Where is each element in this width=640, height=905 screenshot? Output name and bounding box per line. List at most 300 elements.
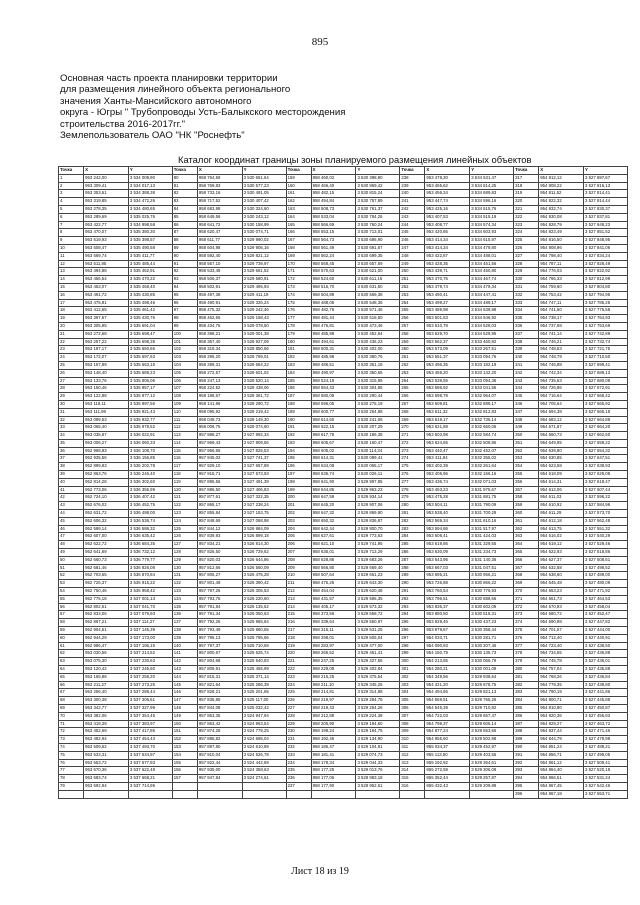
table-row: [59, 260, 628, 268]
y-coordinate-cell: 3 529 773,63: [356, 533, 400, 541]
point-number-cell: 318: [514, 182, 539, 190]
x-coordinate-cell: 958 636,74: [311, 471, 356, 479]
y-coordinate-cell: 3 537 577,93: [128, 759, 172, 767]
y-coordinate-cell: 3 527 440,91: [584, 634, 628, 642]
point-number-cell: 162: [286, 198, 311, 206]
x-coordinate-cell: 953 496,35: [425, 361, 470, 369]
point-number-cell: 172: [286, 276, 311, 284]
y-coordinate-cell: 3 530 207,45: [470, 642, 514, 650]
y-coordinate-cell: 3 530 518,50: [356, 315, 400, 323]
x-coordinate-cell: 958 485,98: [311, 330, 356, 338]
point-number-cell: 80: [172, 174, 197, 182]
point-number-cell: 67: [59, 689, 84, 697]
y-coordinate-cell: 3 530 398,90: [356, 174, 400, 182]
y-coordinate-cell: 3 525 965,64: [242, 619, 286, 627]
y-coordinate-cell: 3 530 436,23: [356, 338, 400, 346]
y-coordinate-cell: 3 530 548,36: [356, 299, 400, 307]
y-coordinate-cell: 3 529 580,91: [242, 276, 286, 284]
y-coordinate-cell: 3 529 104,91: [356, 743, 400, 751]
point-number-cell: 213: [286, 595, 311, 603]
y-coordinate-cell: 3 529 427,56: [356, 658, 400, 666]
point-number-cell: [286, 790, 311, 798]
y-coordinate-cell: 3 535 806,06: [128, 377, 172, 385]
point-number-cell: 269: [400, 416, 425, 424]
x-coordinate-cell: 954 622,93: [539, 549, 584, 557]
point-number-cell: 301: [400, 666, 425, 674]
x-coordinate-cell: 954 766,33: [539, 276, 584, 284]
table-row: [59, 330, 628, 338]
point-number-cell: 271: [400, 432, 425, 440]
point-number-cell: 101: [172, 338, 197, 346]
x-coordinate-cell: 958 266,52: [311, 650, 356, 658]
point-number-cell: 154: [172, 751, 197, 759]
point-number-cell: 321: [514, 205, 539, 213]
y-coordinate-cell: 3 527 830,37: [584, 205, 628, 213]
table-row: [59, 346, 628, 354]
header-y: Y: [356, 167, 400, 175]
x-coordinate-cell: 958 494,61: [311, 338, 356, 346]
table-row: [59, 712, 628, 720]
x-coordinate-cell: 953 157,89: [84, 361, 129, 369]
x-coordinate-cell: 953 529,70: [425, 330, 470, 338]
y-coordinate-cell: 3 537 354,45: [128, 712, 172, 720]
y-coordinate-cell: 3 527 848,23: [584, 221, 628, 229]
x-coordinate-cell: 954 742,34: [539, 369, 584, 377]
point-number-cell: 143: [172, 666, 197, 674]
y-coordinate-cell: 3 529 710,82: [470, 704, 514, 712]
x-coordinate-cell: 958 048,73: [197, 416, 242, 424]
x-coordinate-cell: 953 475,81: [84, 299, 129, 307]
point-number-cell: 140: [172, 642, 197, 650]
x-coordinate-cell: 958 683,98: [197, 205, 242, 213]
x-coordinate-cell: 954 851,24: [539, 743, 584, 751]
y-coordinate-cell: 3 527 699,41: [584, 361, 628, 369]
point-number-cell: 225: [286, 689, 311, 697]
point-number-cell: 216: [286, 619, 311, 627]
table-row: [59, 588, 628, 596]
y-coordinate-cell: 3 529 657,47: [470, 712, 514, 720]
y-coordinate-cell: 3 530 114,34: [356, 447, 400, 455]
y-coordinate-cell: 3 527 322,35: [242, 494, 286, 502]
x-coordinate-cell: 957 844,08: [197, 704, 242, 712]
y-coordinate-cell: 3 527 909,56: [242, 439, 286, 447]
point-number-cell: 112: [172, 424, 197, 432]
y-coordinate-cell: 3 532 735,14: [470, 416, 514, 424]
y-coordinate-cell: 3 537 196,15: [128, 642, 172, 650]
x-coordinate-cell: 954 614,31: [539, 478, 584, 486]
point-number-cell: 64: [59, 666, 84, 674]
x-coordinate-cell: 958 177,90: [311, 782, 356, 790]
x-coordinate-cell: 954 753,42: [539, 291, 584, 299]
document-title: [60, 73, 530, 141]
point-number-cell: 362: [514, 525, 539, 533]
y-coordinate-cell: 3 537 417,86: [128, 728, 172, 736]
point-number-cell: 364: [514, 541, 539, 549]
table-row: [59, 213, 628, 221]
point-number-cell: 69: [59, 704, 84, 712]
table-row: [59, 486, 628, 494]
x-coordinate-cell: 958 215,25: [311, 673, 356, 681]
point-number-cell: 181: [286, 346, 311, 354]
y-coordinate-cell: 3 531 424,03: [470, 533, 514, 541]
x-coordinate-cell: 957 815,31: [197, 673, 242, 681]
point-number-cell: 331: [514, 283, 539, 291]
point-number-cell: 282: [400, 517, 425, 525]
table-row: [59, 634, 628, 642]
point-number-cell: 36: [59, 447, 84, 455]
y-coordinate-cell: 3 534 489,17: [470, 299, 514, 307]
y-coordinate-cell: 3 534 596,16: [470, 198, 514, 206]
sheet-footer: Лист 18 из 19: [291, 866, 349, 877]
x-coordinate-cell: 958 095,92: [197, 408, 242, 416]
x-coordinate-cell: 953 695,21: [425, 572, 470, 580]
point-number-cell: 392: [514, 759, 539, 767]
x-coordinate-cell: 954 623,58: [539, 463, 584, 471]
y-coordinate-cell: 3 529 314,88: [356, 689, 400, 697]
y-coordinate-cell: 3 534 689,83: [470, 190, 514, 198]
point-number-cell: 190: [286, 416, 311, 424]
point-number-cell: 315: [400, 775, 425, 783]
y-coordinate-cell: 3 535 698,35: [128, 338, 172, 346]
table-row: [59, 572, 628, 580]
point-number-cell: 131: [172, 572, 197, 580]
x-coordinate-cell: 957 910,04: [197, 751, 242, 759]
y-coordinate-cell: 3 527 479,98: [584, 736, 628, 744]
x-coordinate-cell: 953 414,34: [425, 237, 470, 245]
y-coordinate-cell: 3 524 442,69: [242, 759, 286, 767]
table-row: [59, 775, 628, 783]
x-coordinate-cell: 954 033,71: [425, 634, 470, 642]
x-coordinate-cell: 954 494,66: [425, 689, 470, 697]
point-number-cell: 396: [514, 790, 539, 798]
y-coordinate-cell: 3 529 605,14: [470, 720, 514, 728]
x-coordinate-cell: 958 596,05: [311, 400, 356, 408]
x-coordinate-cell: 958 717,52: [197, 198, 242, 206]
x-coordinate-cell: 954 670,93: [539, 603, 584, 611]
y-coordinate-cell: 3 536 060,33: [128, 439, 172, 447]
x-coordinate-cell: 958 504,89: [311, 291, 356, 299]
table-row: [59, 595, 628, 603]
x-coordinate-cell: 958 570,63: [311, 268, 356, 276]
point-number-cell: 41: [59, 486, 84, 494]
y-coordinate-cell: 3 533 267,51: [470, 346, 514, 354]
x-coordinate-cell: 954 630,85: [539, 455, 584, 463]
point-number-cell: 71: [59, 720, 84, 728]
x-coordinate-cell: 957 791,34: [197, 611, 242, 619]
y-coordinate-cell: 3 534 998,58: [128, 221, 172, 229]
point-number-cell: 93: [172, 276, 197, 284]
x-coordinate-cell: 953 414,34: [425, 244, 470, 252]
y-coordinate-cell: [128, 790, 172, 798]
x-coordinate-cell: 953 603,98: [425, 432, 470, 440]
y-coordinate-cell: 3 531 329,55: [470, 541, 514, 549]
point-number-cell: 168: [286, 244, 311, 252]
x-coordinate-cell: 953 510,78: [425, 322, 470, 330]
y-coordinate-cell: 3 529 354,61: [470, 759, 514, 767]
point-number-cell: 236: [286, 775, 311, 783]
x-coordinate-cell: 954 726,96: [539, 385, 584, 393]
x-coordinate-cell: 953 475,28: [425, 494, 470, 502]
table-row: [59, 736, 628, 744]
point-number-cell: 208: [286, 556, 311, 564]
y-coordinate-cell: 3 530 402,00: [356, 346, 400, 354]
point-number-cell: 52: [59, 572, 84, 580]
y-coordinate-cell: 3 527 664,89: [584, 416, 628, 424]
point-number-cell: 98: [172, 315, 197, 323]
point-number-cell: 341: [514, 361, 539, 369]
point-number-cell: 108: [172, 393, 197, 401]
x-coordinate-cell: 954 150,79: [425, 650, 470, 658]
point-number-cell: 388: [514, 728, 539, 736]
point-number-cell: 279: [400, 494, 425, 502]
y-coordinate-cell: 3 536 915,22: [128, 580, 172, 588]
point-number-cell: 287: [400, 556, 425, 564]
x-coordinate-cell: 954 612,18: [539, 517, 584, 525]
x-coordinate-cell: 958 554,43: [311, 385, 356, 393]
x-coordinate-cell: 957 812,66: [197, 564, 242, 572]
point-number-cell: 221: [286, 658, 311, 666]
y-coordinate-cell: 3 530 089,41: [356, 455, 400, 463]
x-coordinate-cell: 953 272,68: [84, 330, 129, 338]
point-number-cell: 324: [514, 229, 539, 237]
point-number-cell: 265: [400, 385, 425, 393]
header-y: Y: [242, 167, 286, 175]
x-coordinate-cell: 958 605,02: [311, 447, 356, 455]
point-number-cell: 372: [514, 603, 539, 611]
point-number-cell: 87: [172, 229, 197, 237]
point-number-cell: 15: [59, 283, 84, 291]
point-number-cell: 365: [514, 549, 539, 557]
point-number-cell: 55: [59, 595, 84, 603]
point-number-cell: 40: [59, 478, 84, 486]
point-number-cell: 105: [172, 369, 197, 377]
table-row: [59, 361, 628, 369]
y-coordinate-cell: 3 527 822,92: [584, 268, 628, 276]
y-coordinate-cell: 3 529 284,76: [356, 697, 400, 705]
x-coordinate-cell: 953 422,77: [84, 221, 129, 229]
point-number-cell: 268: [400, 408, 425, 416]
point-number-cell: 145: [172, 681, 197, 689]
point-number-cell: 30: [59, 400, 84, 408]
x-coordinate-cell: 958 188,67: [197, 393, 242, 401]
point-number-cell: 391: [514, 751, 539, 759]
point-number-cell: 119: [172, 478, 197, 486]
x-coordinate-cell: 954 823,49: [539, 229, 584, 237]
point-number-cell: 340: [514, 354, 539, 362]
x-coordinate-cell: 955 034,37: [425, 743, 470, 751]
y-coordinate-cell: 3 530 686,90: [356, 237, 400, 245]
x-coordinate-cell: 954 748,53: [539, 346, 584, 354]
point-number-cell: 51: [59, 564, 84, 572]
x-coordinate-cell: 958 462,55: [197, 315, 242, 323]
x-coordinate-cell: 954 569,51: [425, 697, 470, 705]
title-line: строительства 2016-2017гг.": [60, 118, 186, 130]
x-coordinate-cell: 953 035,87: [84, 432, 129, 440]
x-coordinate-cell: 958 568,45: [311, 260, 356, 268]
x-coordinate-cell: 955 113,50: [425, 751, 470, 759]
x-coordinate-cell: 957 797,37: [197, 642, 242, 650]
y-coordinate-cell: 3 529 254,26: [356, 704, 400, 712]
point-number-cell: 377: [514, 642, 539, 650]
point-number-cell: 167: [286, 237, 311, 245]
x-coordinate-cell: 953 667,03: [425, 564, 470, 572]
point-number-cell: 292: [400, 595, 425, 603]
y-coordinate-cell: 3 527 529,46: [584, 541, 628, 549]
point-number-cell: 38: [59, 463, 84, 471]
y-coordinate-cell: 3 530 066,79: [470, 658, 514, 666]
point-number-cell: 82: [172, 190, 197, 198]
y-coordinate-cell: 3 524 695,04: [242, 736, 286, 744]
point-number-cell: 92: [172, 268, 197, 276]
point-number-cell: 88: [172, 237, 197, 245]
y-coordinate-cell: 3 527 540,29: [584, 533, 628, 541]
x-coordinate-cell: 958 295,20: [197, 354, 242, 362]
y-coordinate-cell: 3 535 897,56: [128, 400, 172, 408]
title-line: значения Ханты-Мансийского автономного: [60, 95, 252, 107]
x-coordinate-cell: 954 619,12: [539, 541, 584, 549]
point-number-cell: 35: [59, 439, 84, 447]
y-coordinate-cell: 3 527 785,25: [584, 299, 628, 307]
point-number-cell: 86: [172, 221, 197, 229]
y-coordinate-cell: 3 529 194,60: [356, 720, 400, 728]
x-coordinate-cell: 953 592,94: [84, 782, 129, 790]
y-coordinate-cell: 3 527 814,44: [584, 198, 628, 206]
point-number-cell: 25: [59, 361, 84, 369]
y-coordinate-cell: 3 528 601,02: [242, 369, 286, 377]
point-number-cell: 295: [400, 619, 425, 627]
point-number-cell: 136: [172, 611, 197, 619]
point-number-cell: 6: [59, 213, 84, 221]
y-coordinate-cell: 3 536 684,35: [128, 541, 172, 549]
y-coordinate-cell: 3 529 765,26: [470, 697, 514, 705]
point-number-cell: 235: [286, 767, 311, 775]
point-number-cell: 135: [172, 603, 197, 611]
x-coordinate-cell: 957 834,21: [197, 541, 242, 549]
x-coordinate-cell: 954 616,02: [539, 533, 584, 541]
y-coordinate-cell: 3 529 963,23: [356, 486, 400, 494]
y-coordinate-cell: 3 527 775,58: [584, 307, 628, 315]
y-coordinate-cell: 3 530 757,89: [356, 198, 400, 206]
table-row: [59, 252, 628, 260]
point-number-cell: 234: [286, 759, 311, 767]
y-coordinate-cell: 3 527 491,39: [242, 478, 286, 486]
point-number-cell: 3: [59, 190, 84, 198]
point-number-cell: 5: [59, 205, 84, 213]
x-coordinate-cell: 953 553,72: [84, 759, 129, 767]
point-number-cell: 31: [59, 408, 84, 416]
point-number-cell: 360: [514, 510, 539, 518]
y-coordinate-cell: 3 527 689,13: [584, 369, 628, 377]
y-coordinate-cell: 3 527 825,53: [242, 447, 286, 455]
point-number-cell: 123: [172, 510, 197, 518]
point-number-cell: 100: [172, 330, 197, 338]
point-number-cell: 74: [59, 743, 84, 751]
y-coordinate-cell: 3 529 905,16: [242, 244, 286, 252]
x-coordinate-cell: 952 935,56: [84, 455, 129, 463]
y-coordinate-cell: 3 530 264,88: [356, 408, 400, 416]
point-number-cell: 353: [514, 455, 539, 463]
header-point: Точка: [400, 167, 425, 175]
y-coordinate-cell: 3 529 134,90: [356, 736, 400, 744]
x-coordinate-cell: 953 508,47: [84, 244, 129, 252]
x-coordinate-cell: 955 272,59: [425, 767, 470, 775]
x-coordinate-cell: 954 638,60: [539, 572, 584, 580]
y-coordinate-cell: 3 527 680,08: [584, 377, 628, 385]
x-coordinate-cell: 953 490,41: [425, 291, 470, 299]
point-number-cell: 203: [286, 517, 311, 525]
x-coordinate-cell: 958 205,90: [311, 720, 356, 728]
y-coordinate-cell: 3 535 485,44: [128, 260, 172, 268]
x-coordinate-cell: 954 649,95: [539, 439, 584, 447]
x-coordinate-cell: 958 614,60: [311, 416, 356, 424]
x-coordinate-cell: 958 247,13: [197, 377, 242, 385]
point-number-cell: 262: [400, 361, 425, 369]
point-number-cell: 107: [172, 385, 197, 393]
x-coordinate-cell: 958 339,64: [311, 619, 356, 627]
point-number-cell: 333: [514, 299, 539, 307]
y-coordinate-cell: 3 537 493,70: [128, 743, 172, 751]
y-coordinate-cell: 3 528 219,42: [242, 408, 286, 416]
header-point: Точка: [514, 167, 539, 175]
y-coordinate-cell: 3 530 651,64: [242, 174, 286, 182]
point-number-cell: 62: [59, 650, 84, 658]
x-coordinate-cell: 952 726,37: [84, 580, 129, 588]
y-coordinate-cell: 3 529 669,40: [356, 564, 400, 572]
y-coordinate-cell: 3 527 573,93: [242, 471, 286, 479]
x-coordinate-cell: 952 622,72: [84, 541, 129, 549]
y-coordinate-cell: 3 535 689,23: [128, 369, 172, 377]
point-number-cell: 288: [400, 564, 425, 572]
table-row: [59, 751, 628, 759]
x-coordinate-cell: 958 764,59: [197, 174, 242, 182]
y-coordinate-cell: 3 534 479,34: [470, 283, 514, 291]
point-number-cell: 22: [59, 338, 84, 346]
point-number-cell: 361: [514, 517, 539, 525]
x-coordinate-cell: 953 122,88: [84, 393, 129, 401]
x-coordinate-cell: 958 177,25: [311, 767, 356, 775]
table-row: [59, 182, 628, 190]
x-coordinate-cell: 952 775,18: [84, 595, 129, 603]
x-coordinate-cell: 957 874,28: [197, 728, 242, 736]
y-coordinate-cell: 3 527 573,70: [584, 510, 628, 518]
y-coordinate-cell: 3 530 135,73: [470, 650, 514, 658]
x-coordinate-cell: 954 280,21: [425, 666, 470, 674]
point-number-cell: 48: [59, 541, 84, 549]
x-coordinate-cell: 953 760,54: [425, 588, 470, 596]
y-coordinate-cell: 3 530 657,69: [356, 260, 400, 268]
x-coordinate-cell: 958 247,25: [311, 658, 356, 666]
x-coordinate-cell: 957 797,26: [197, 588, 242, 596]
x-coordinate-cell: 958 460,02: [311, 174, 356, 182]
x-coordinate-cell: 953 257,22: [84, 338, 129, 346]
table-row: [59, 322, 628, 330]
point-number-cell: 242: [400, 205, 425, 213]
point-number-cell: 144: [172, 673, 197, 681]
x-coordinate-cell: 953 030,56: [84, 650, 129, 658]
x-coordinate-cell: 953 465,62: [425, 182, 470, 190]
x-coordinate-cell: 958 634,08: [311, 463, 356, 471]
point-number-cell: 375: [514, 627, 539, 635]
point-number-cell: 243: [400, 213, 425, 221]
x-coordinate-cell: 958 186,47: [311, 743, 356, 751]
x-coordinate-cell: 953 586,92: [425, 385, 470, 393]
x-coordinate-cell: 953 397,67: [84, 315, 129, 323]
point-number-cell: 132: [172, 580, 197, 588]
point-number-cell: 339: [514, 346, 539, 354]
point-number-cell: 57: [59, 611, 84, 619]
y-coordinate-cell: 3 527 438,50: [584, 642, 628, 650]
x-coordinate-cell: 953 412,65: [84, 307, 129, 315]
